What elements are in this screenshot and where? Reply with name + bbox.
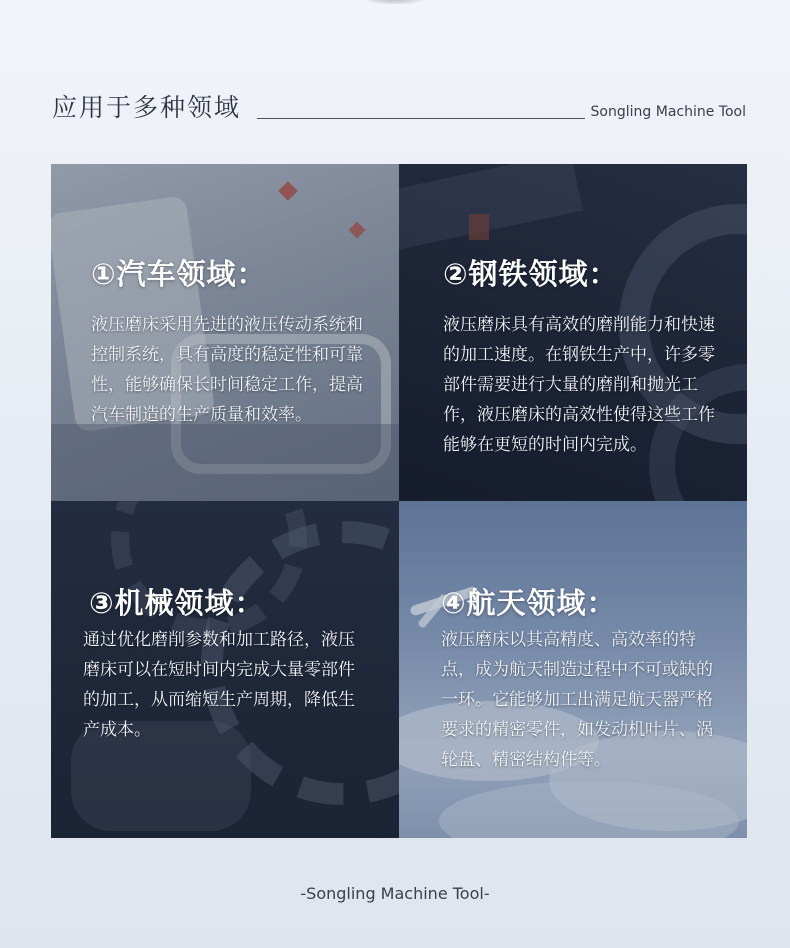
footer-brand: -Songling Machine Tool- — [300, 884, 490, 903]
panel-text: 液压磨床以其高精度、高效率的特点，成为航天制造过程中不可或缺的一环。它能够加工出满足航天器严格要求的精密零件，如发动机叶片、涡轮盘、精密结构件等。 — [441, 630, 713, 770]
header-divider — [257, 118, 585, 119]
panel-machinery — [51, 501, 399, 838]
top-ornament — [340, 0, 450, 4]
section-title: 应用于多种领域 — [52, 93, 242, 122]
panel-text: 液压磨床采用先进的液压传动系统和控制系统，具有高度的稳定性和可靠性，能够确保长时间稳定工作，提高汽车制造的生产质量和效率。 — [91, 315, 363, 425]
panel-steel — [399, 164, 747, 501]
panel-aerospace — [399, 501, 747, 838]
panel-title: ④航天领域： — [441, 586, 617, 620]
panel-title: ①汽车领域： — [91, 257, 267, 291]
panel-text: 通过优化磨削参数和加工路径，液压磨床可以在短时间内完成大量零部件的加工，从而缩短生产周期，降低生产成本。 — [83, 630, 355, 740]
section-header — [52, 86, 746, 126]
panel-automotive — [51, 164, 399, 501]
panel-text: 液压磨床具有高效的磨削能力和快速的加工速度。在钢铁生产中，许多零部件需要进行大量的磨削和抛光工作，液压磨床的高效性使得这些工作能够在更短的时间内完成。 — [443, 315, 715, 455]
application-grid — [51, 164, 747, 838]
panel-title: ②钢铁领域： — [443, 257, 619, 291]
panel-title: ③机械领域： — [89, 586, 265, 620]
brand-tag: Songling Machine Tool — [590, 104, 746, 120]
